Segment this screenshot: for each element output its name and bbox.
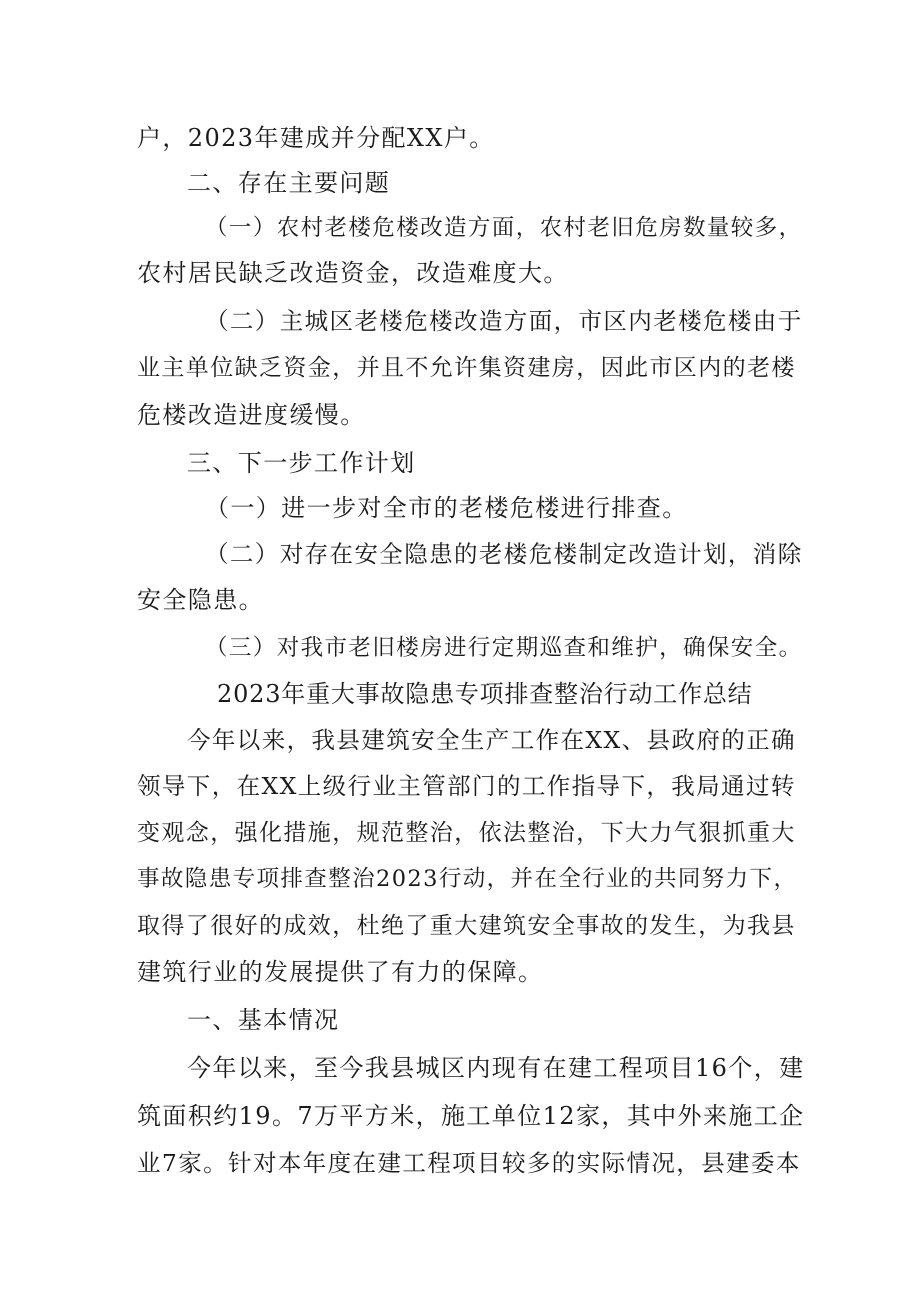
text-line: （一）进一步对全市的老楼危楼进行排查。 bbox=[205, 494, 688, 522]
text-line: 取得了很好的成效，杜绝了重大建筑安全事故的发生，为我县 bbox=[137, 913, 796, 939]
text-line: 变观念，强化措施，规范整治，依法整治，下大力气狠抓重大 bbox=[137, 820, 796, 846]
text-line: 户，2023年建成并分配XX户。 bbox=[137, 124, 495, 152]
text-line: 建筑行业的发展提供了有力的保障。 bbox=[137, 958, 544, 986]
text-line: （三）对我市老旧楼房进行定期巡查和维护，确保安全。 bbox=[205, 635, 803, 661]
text-line: 业主单位缺乏资金，并且不允许集资建房，因此市区内的老楼 bbox=[137, 355, 796, 381]
document-title: 2023年重大事故隐患专项排查整治行动工作总结 bbox=[217, 680, 753, 708]
text-line: （一）农村老楼危楼改造方面，农村老旧危房数量较多， bbox=[205, 215, 803, 241]
section-heading: 三、下一步工作计划 bbox=[187, 449, 416, 477]
text-line: 农村居民缺乏改造资金，改造难度大。 bbox=[137, 259, 569, 287]
text-line: （二）主城区老楼危楼改造方面，市区内老楼危楼由于 bbox=[205, 307, 803, 335]
text-line: 领导下，在XX上级行业主管部门的工作指导下，我局通过转 bbox=[137, 772, 796, 800]
section-heading: 一、基本情况 bbox=[187, 1006, 340, 1034]
text-line: 危楼改造进度缓慢。 bbox=[137, 401, 366, 429]
section-heading: 二、存在主要问题 bbox=[187, 169, 391, 197]
text-line: 筑面积约19。7万平方米，施工单位12家，其中外来施工企 bbox=[137, 1102, 805, 1130]
text-line: 事故隐患专项排查整治2023行动，并在全行业的共同努力下， bbox=[137, 866, 798, 892]
text-line: 业7家。针对本年度在建工程项目较多的实际情况，县建委本 bbox=[137, 1149, 801, 1177]
text-line: 今年以来，至今我县城区内现有在建工程项目16个，建 bbox=[187, 1054, 805, 1082]
text-line: （二）对存在安全隐患的老楼危楼制定改造计划，消除 bbox=[205, 540, 803, 568]
text-line: 今年以来，我县建筑安全生产工作在XX、县政府的正确 bbox=[187, 726, 796, 754]
text-line: 安全隐患。 bbox=[137, 586, 264, 614]
